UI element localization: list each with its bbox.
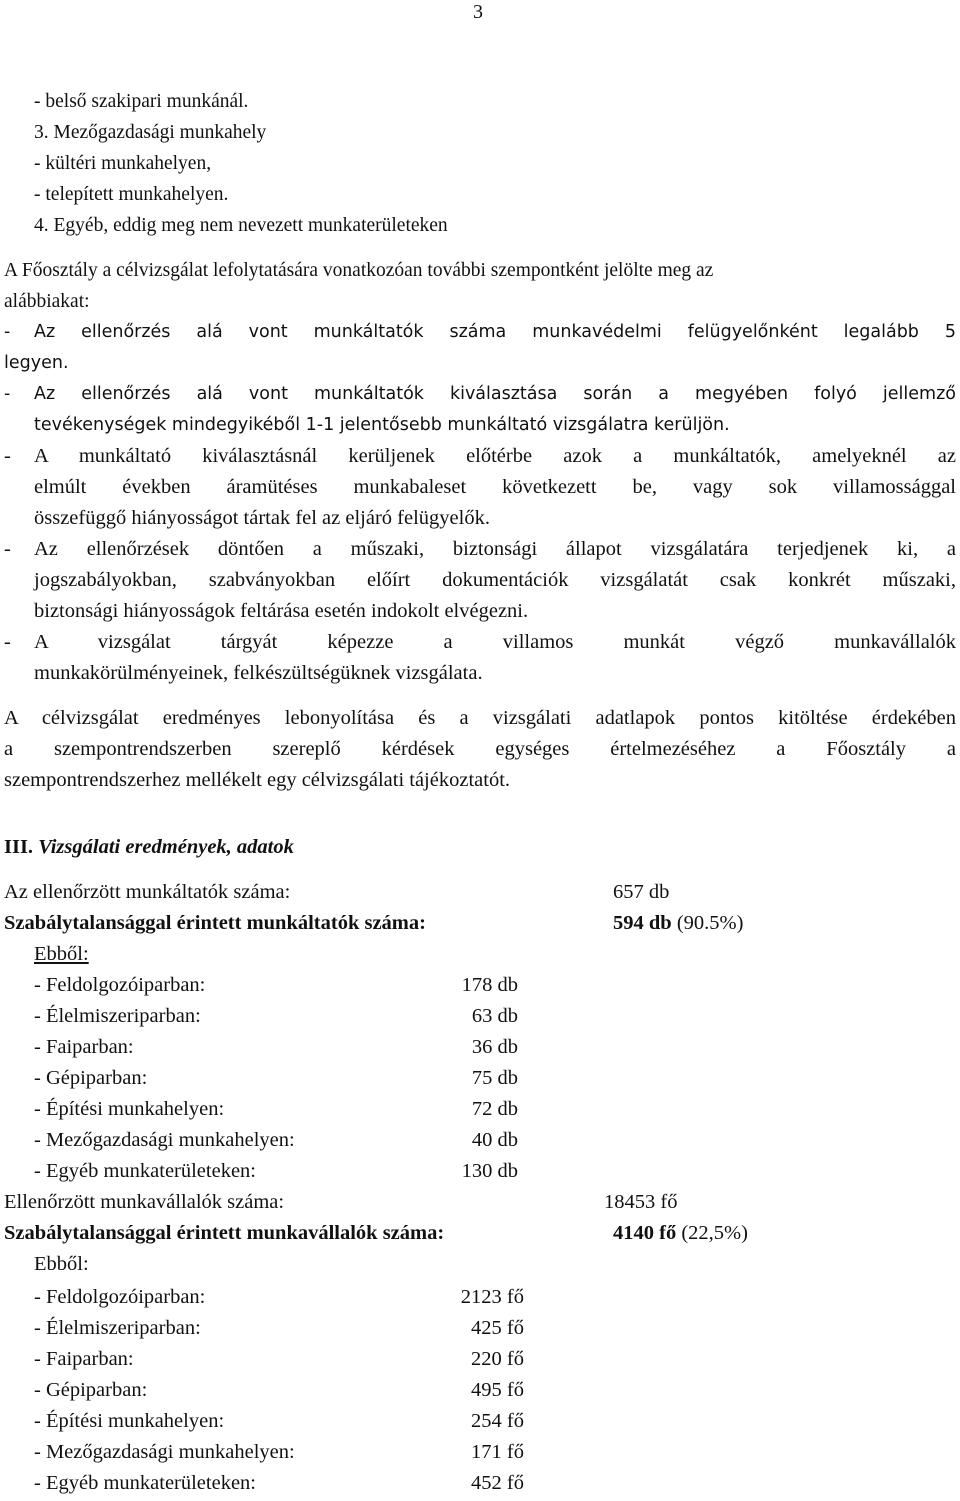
- breakdown-value: 75 db: [471, 1067, 518, 1089]
- of-which-label: Ebből:: [34, 1253, 89, 1275]
- stat-label: Ellenőrzött munkavállalók száma:: [4, 1191, 285, 1213]
- section-heading: [4, 832, 294, 863]
- criterion-line: Az ellenőrzések döntően a műszaki, biztonsági állapot vizsgálatára terjedjenek ki, a: [34, 538, 956, 560]
- criterion-dash: -: [4, 631, 11, 653]
- criterion-line: biztonsági hiányosságok feltárása esetén indokolt elvégezni.: [34, 600, 529, 622]
- breakdown-value: 63 db: [471, 1005, 518, 1027]
- stat-label: Szabálytalansággal érintett munkavállalók száma:: [4, 1222, 445, 1244]
- breakdown-label: - Mezőgazdasági munkahelyen:: [34, 1129, 295, 1151]
- criterion-line: összefüggő hiányosságot tártak fel az eljáró felügyelők.: [34, 507, 490, 529]
- criterion-line: A vizsgálat tárgyát képezze a villamos munkát végző munkavállalók: [34, 631, 956, 653]
- stat-value: [613, 908, 743, 939]
- criterion-dash: -: [4, 384, 11, 404]
- breakdown-label: - Egyéb munkaterületeken:: [34, 1472, 256, 1494]
- breakdown-label: - Egyéb munkaterületeken:: [34, 1160, 256, 1182]
- breakdown-label: - Feldolgozóiparban:: [34, 974, 206, 996]
- list-item: - telepített munkahelyen.: [34, 184, 229, 205]
- stat-percentage: (90.5%): [676, 912, 744, 934]
- stat-value-number: 4140 fő: [613, 1222, 677, 1244]
- list-item: 3. Mezőgazdasági munkahely: [34, 122, 267, 143]
- stat-label: Szabálytalansággal érintett munkáltatók száma:: [4, 912, 426, 934]
- section-number: III.: [4, 836, 34, 858]
- stat-value-number: 594 db: [613, 912, 672, 934]
- breakdown-value: 254 fő: [471, 1410, 524, 1432]
- breakdown-value: 171 fő: [471, 1441, 524, 1463]
- breakdown-label: - Feldolgozóiparban:: [34, 1286, 206, 1308]
- criterion-dash: -: [4, 445, 11, 467]
- closing-line: a szempontrendszerben szereplő kérdések egységes értelmezéséhez a Főosztály a: [4, 738, 956, 760]
- list-item: 4. Egyéb, eddig meg nem nevezett munkaterületeken: [34, 215, 448, 236]
- stat-label: Az ellenőrzött munkáltatók száma:: [4, 881, 291, 903]
- stat-value: [613, 1218, 748, 1249]
- breakdown-label: - Mezőgazdasági munkahelyen:: [34, 1441, 295, 1463]
- breakdown-label: - Építési munkahelyen:: [34, 1410, 225, 1432]
- stat-value: 18453 fő: [604, 1191, 678, 1213]
- breakdown-value: 425 fő: [471, 1317, 524, 1339]
- criterion-line: elmúlt években áramütéses munkabaleset következett be, vagy sok villamossággal: [34, 476, 956, 498]
- closing-line: szempontrendszerhez mellékelt egy célvizsgálati tájékoztatót.: [4, 769, 511, 791]
- closing-line: A célvizsgálat eredményes lebonyolítása és a vizsgálati adatlapok pontos kitöltése érdekében: [4, 707, 956, 729]
- breakdown-label: - Élelmiszeriparban:: [34, 1317, 201, 1339]
- criterion-line: munkakörülményeinek, felkészültségüknek vizsgálata.: [34, 662, 483, 684]
- list-item: - kültéri munkahelyen,: [34, 153, 212, 174]
- criterion-line: Az ellenőrzés alá vont munkáltatók száma munkavédelmi felügyelőnként legalább 5: [34, 322, 956, 342]
- criterion-line: tevékenységek mindegyikéből 1-1 jelentősebb munkáltató vizsgálatra kerüljön.: [34, 415, 730, 435]
- breakdown-label: - Faiparban:: [34, 1348, 134, 1370]
- stat-percentage: (22,5%): [681, 1222, 748, 1244]
- intro-line: alábbiakat:: [4, 291, 90, 312]
- criterion-dash: -: [4, 538, 11, 560]
- breakdown-value: 40 db: [471, 1129, 518, 1151]
- breakdown-label: - Gépiparban:: [34, 1379, 148, 1401]
- criterion-line: legyen.: [4, 353, 69, 373]
- page-number: 3: [473, 1, 483, 23]
- criterion-line: A munkáltató kiválasztásnál kerüljenek előtérbe azok a munkáltatók, amelyeknél az: [34, 445, 956, 467]
- breakdown-label: - Faiparban:: [34, 1036, 134, 1058]
- breakdown-value: 72 db: [471, 1098, 518, 1120]
- breakdown-value: 452 fő: [471, 1472, 524, 1494]
- breakdown-value: 178 db: [461, 974, 518, 996]
- section-title: Vizsgálati eredmények, adatok: [38, 836, 294, 858]
- breakdown-value: 130 db: [461, 1160, 518, 1182]
- breakdown-value: 495 fő: [471, 1379, 524, 1401]
- criterion-line: Az ellenőrzés alá vont munkáltatók kiválasztása során a megyében folyó jellemző: [34, 384, 956, 404]
- intro-line: A Főosztály a célvizsgálat lefolytatására vonatkozóan további szempontként jelölte meg az: [4, 260, 714, 281]
- breakdown-label: - Élelmiszeriparban:: [34, 1005, 201, 1027]
- breakdown-label: - Gépiparban:: [34, 1067, 148, 1089]
- breakdown-label: - Építési munkahelyen:: [34, 1098, 225, 1120]
- list-item: - belső szakipari munkánál.: [34, 91, 249, 112]
- stat-value: 657 db: [613, 881, 670, 903]
- criterion-dash: -: [4, 322, 11, 342]
- breakdown-value: 36 db: [471, 1036, 518, 1058]
- criterion-line: jogszabályokban, szabványokban előírt dokumentációk vizsgálatát csak konkrét műszaki,: [34, 569, 956, 591]
- of-which-label: Ebből:: [34, 943, 89, 965]
- breakdown-value: 2123 fő: [460, 1286, 524, 1308]
- breakdown-value: 220 fő: [471, 1348, 524, 1370]
